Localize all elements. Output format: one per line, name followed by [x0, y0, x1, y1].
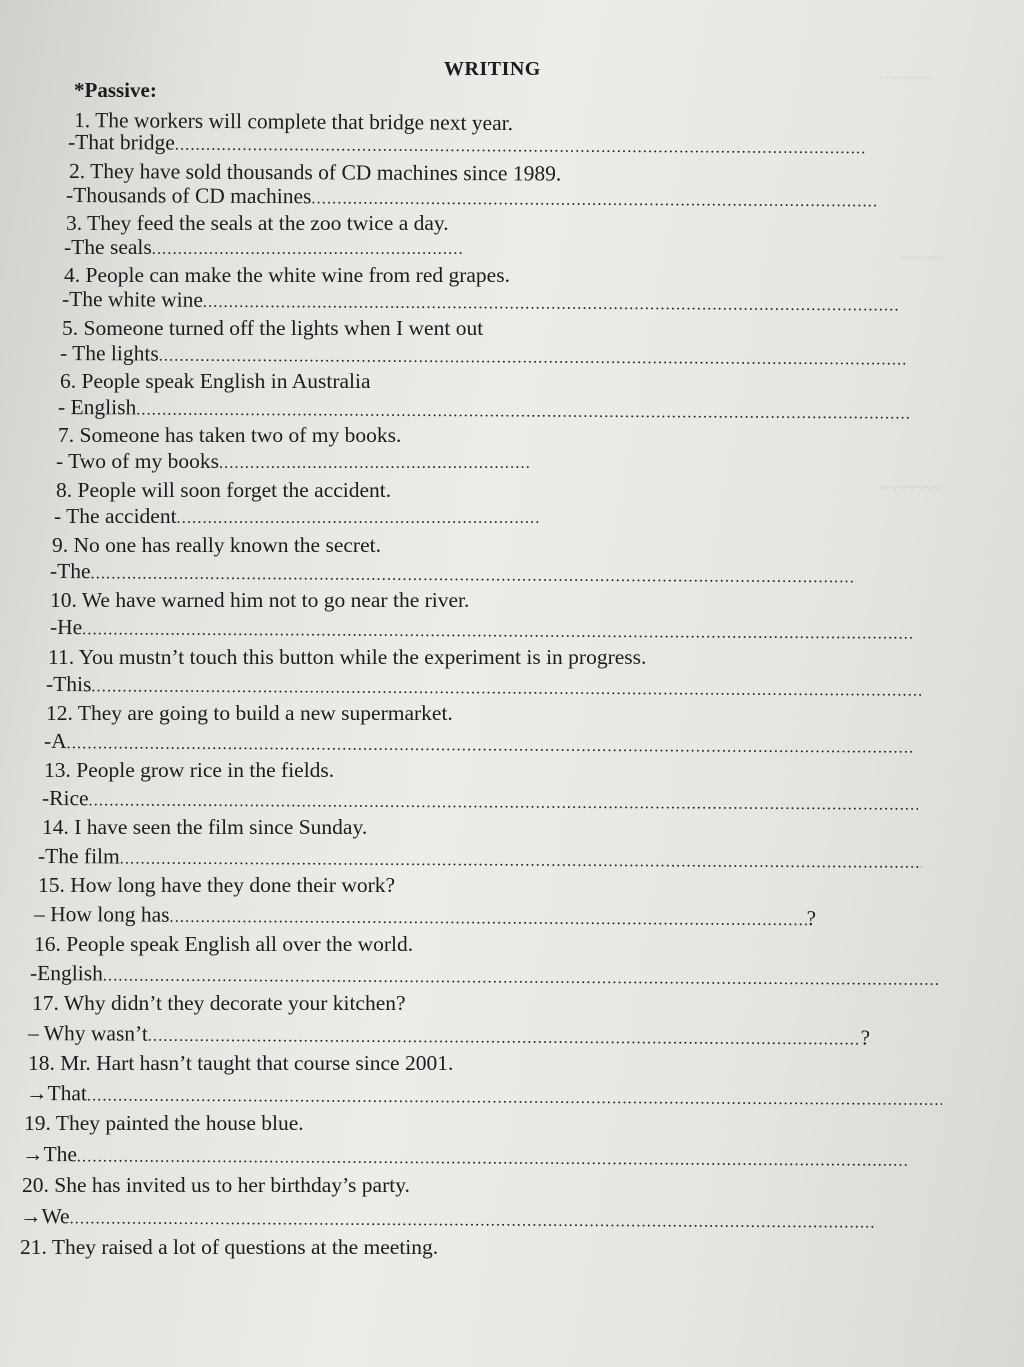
question-5: 5. Someone turned off the lights when I went out — [62, 316, 484, 340]
question-10: 10. We have warned him not to go near the river. — [50, 588, 470, 612]
dotted-blank — [70, 1211, 874, 1231]
question-7: 7. Someone has taken two of my books. — [58, 423, 402, 447]
dotted-blank — [67, 736, 914, 756]
answer-prompt: -The seals — [64, 235, 152, 259]
answer-line-8[interactable] — [54, 506, 540, 528]
dotted-blank — [159, 349, 908, 369]
question-16: 16. People speak English all over the world. — [34, 932, 414, 956]
question-12: 12. They are going to build a new supermarket. — [46, 701, 453, 725]
dotted-blank — [203, 295, 900, 315]
answer-prompt: -This — [45, 672, 92, 697]
dotted-blank — [89, 793, 919, 813]
answer-line-12[interactable] — [44, 731, 914, 757]
answer-prompt: →The — [21, 1142, 78, 1167]
dotted-blank — [311, 191, 876, 210]
dotted-blank — [91, 679, 922, 699]
answer-line-9[interactable] — [50, 561, 856, 587]
answer-line-14[interactable] — [38, 846, 922, 872]
dotted-blank — [219, 456, 532, 472]
answer-prompt: -The white wine — [61, 287, 203, 312]
answer-prompt: -Rice — [41, 786, 89, 811]
answer-line-20[interactable] — [20, 1206, 874, 1232]
answer-line-19[interactable] — [22, 1144, 908, 1170]
answer-prompt: - English — [57, 395, 137, 420]
answer-line-18[interactable] — [26, 1083, 942, 1109]
question-8: 8. People will soon forget the accident. — [56, 478, 392, 502]
question-6: 6. People speak English in Australia — [60, 369, 371, 393]
dotted-blank — [77, 1149, 908, 1169]
answer-line-4[interactable] — [62, 289, 900, 315]
dotted-blank — [136, 402, 910, 422]
question-19: 19. They painted the house blue. — [24, 1111, 304, 1135]
question-mark: ? — [860, 1025, 871, 1050]
answer-prompt: – Why wasn’t — [27, 1021, 148, 1046]
answer-line-10[interactable] — [50, 617, 912, 643]
dotted-blank — [91, 566, 856, 586]
question-11: 11. You mustn’t touch this button while the experiment is in progress. — [48, 645, 647, 669]
answer-line-7[interactable] — [56, 451, 532, 473]
answer-line-16[interactable] — [30, 963, 938, 989]
dotted-blank — [120, 851, 922, 871]
answer-line-1[interactable] — [68, 132, 866, 158]
dotted-blank — [87, 1088, 942, 1108]
bleed-through-texture: ~~~~~~ — [880, 70, 932, 87]
page-title: WRITING — [444, 58, 541, 80]
answer-line-13[interactable] — [42, 788, 918, 814]
question-3: 3. They feed the seals at the zoo twice a day. — [66, 211, 449, 235]
answer-prompt: -That bridge — [67, 130, 175, 155]
dotted-blank — [177, 511, 540, 527]
question-13: 13. People grow rice in the fields. — [44, 758, 335, 782]
dotted-blank — [170, 910, 807, 929]
question-17: 17. Why didn’t they decorate your kitchen? — [32, 991, 406, 1015]
dotted-blank — [82, 622, 912, 642]
dotted-blank — [152, 242, 462, 258]
answer-line-3[interactable] — [64, 237, 462, 259]
answer-prompt: -English — [29, 961, 103, 986]
dotted-blank — [148, 1029, 861, 1049]
question-18: 18. Mr. Hart hasn’t taught that course since 2001. — [28, 1051, 454, 1075]
answer-prompt: -The — [49, 559, 91, 584]
question-20: 20. She has invited us to her birthday’s party. — [22, 1173, 410, 1197]
answer-prompt: -He — [49, 615, 83, 640]
question-2: 2. They have sold thousands of CD machines since 1989. — [68, 159, 562, 186]
answer-prompt: - The lights — [59, 341, 159, 366]
answer-line-6[interactable] — [58, 397, 910, 423]
answer-prompt: -The film — [37, 844, 120, 869]
answer-line-2[interactable] — [66, 185, 876, 211]
answer-line-11[interactable] — [46, 674, 922, 700]
answer-prompt: -Thousands of CD machines — [65, 183, 312, 209]
answer-line-17[interactable] — [28, 1023, 870, 1049]
answer-prompt: - The accident — [54, 504, 177, 528]
question-1: 1. The workers will complete that bridge next year. — [73, 108, 514, 136]
dotted-blank — [175, 138, 866, 158]
bleed-through-texture: ~~~~~~~ — [880, 480, 941, 497]
answer-prompt: - Two of my books — [56, 449, 219, 473]
question-mark: ? — [806, 906, 817, 931]
answer-prompt: →We — [19, 1204, 70, 1229]
question-4: 4. People can make the white wine from red grapes. — [64, 263, 510, 287]
dotted-blank — [103, 968, 938, 988]
bleed-through-texture: ~~~~~ — [900, 250, 944, 267]
answer-prompt: -A — [43, 729, 67, 754]
question-14: 14. I have seen the film since Sunday. — [42, 815, 368, 839]
answer-line-15[interactable] — [34, 904, 816, 930]
question-21: 21. They raised a lot of questions at the meeting. — [20, 1235, 439, 1259]
section-heading: *Passive: — [74, 78, 157, 102]
answer-line-5[interactable] — [60, 343, 908, 369]
question-15: 15. How long have they done their work? — [38, 873, 396, 897]
question-9: 9. No one has really known the secret. — [52, 533, 381, 557]
answer-prompt: →That — [25, 1081, 87, 1106]
answer-prompt: – How long has — [33, 902, 170, 927]
